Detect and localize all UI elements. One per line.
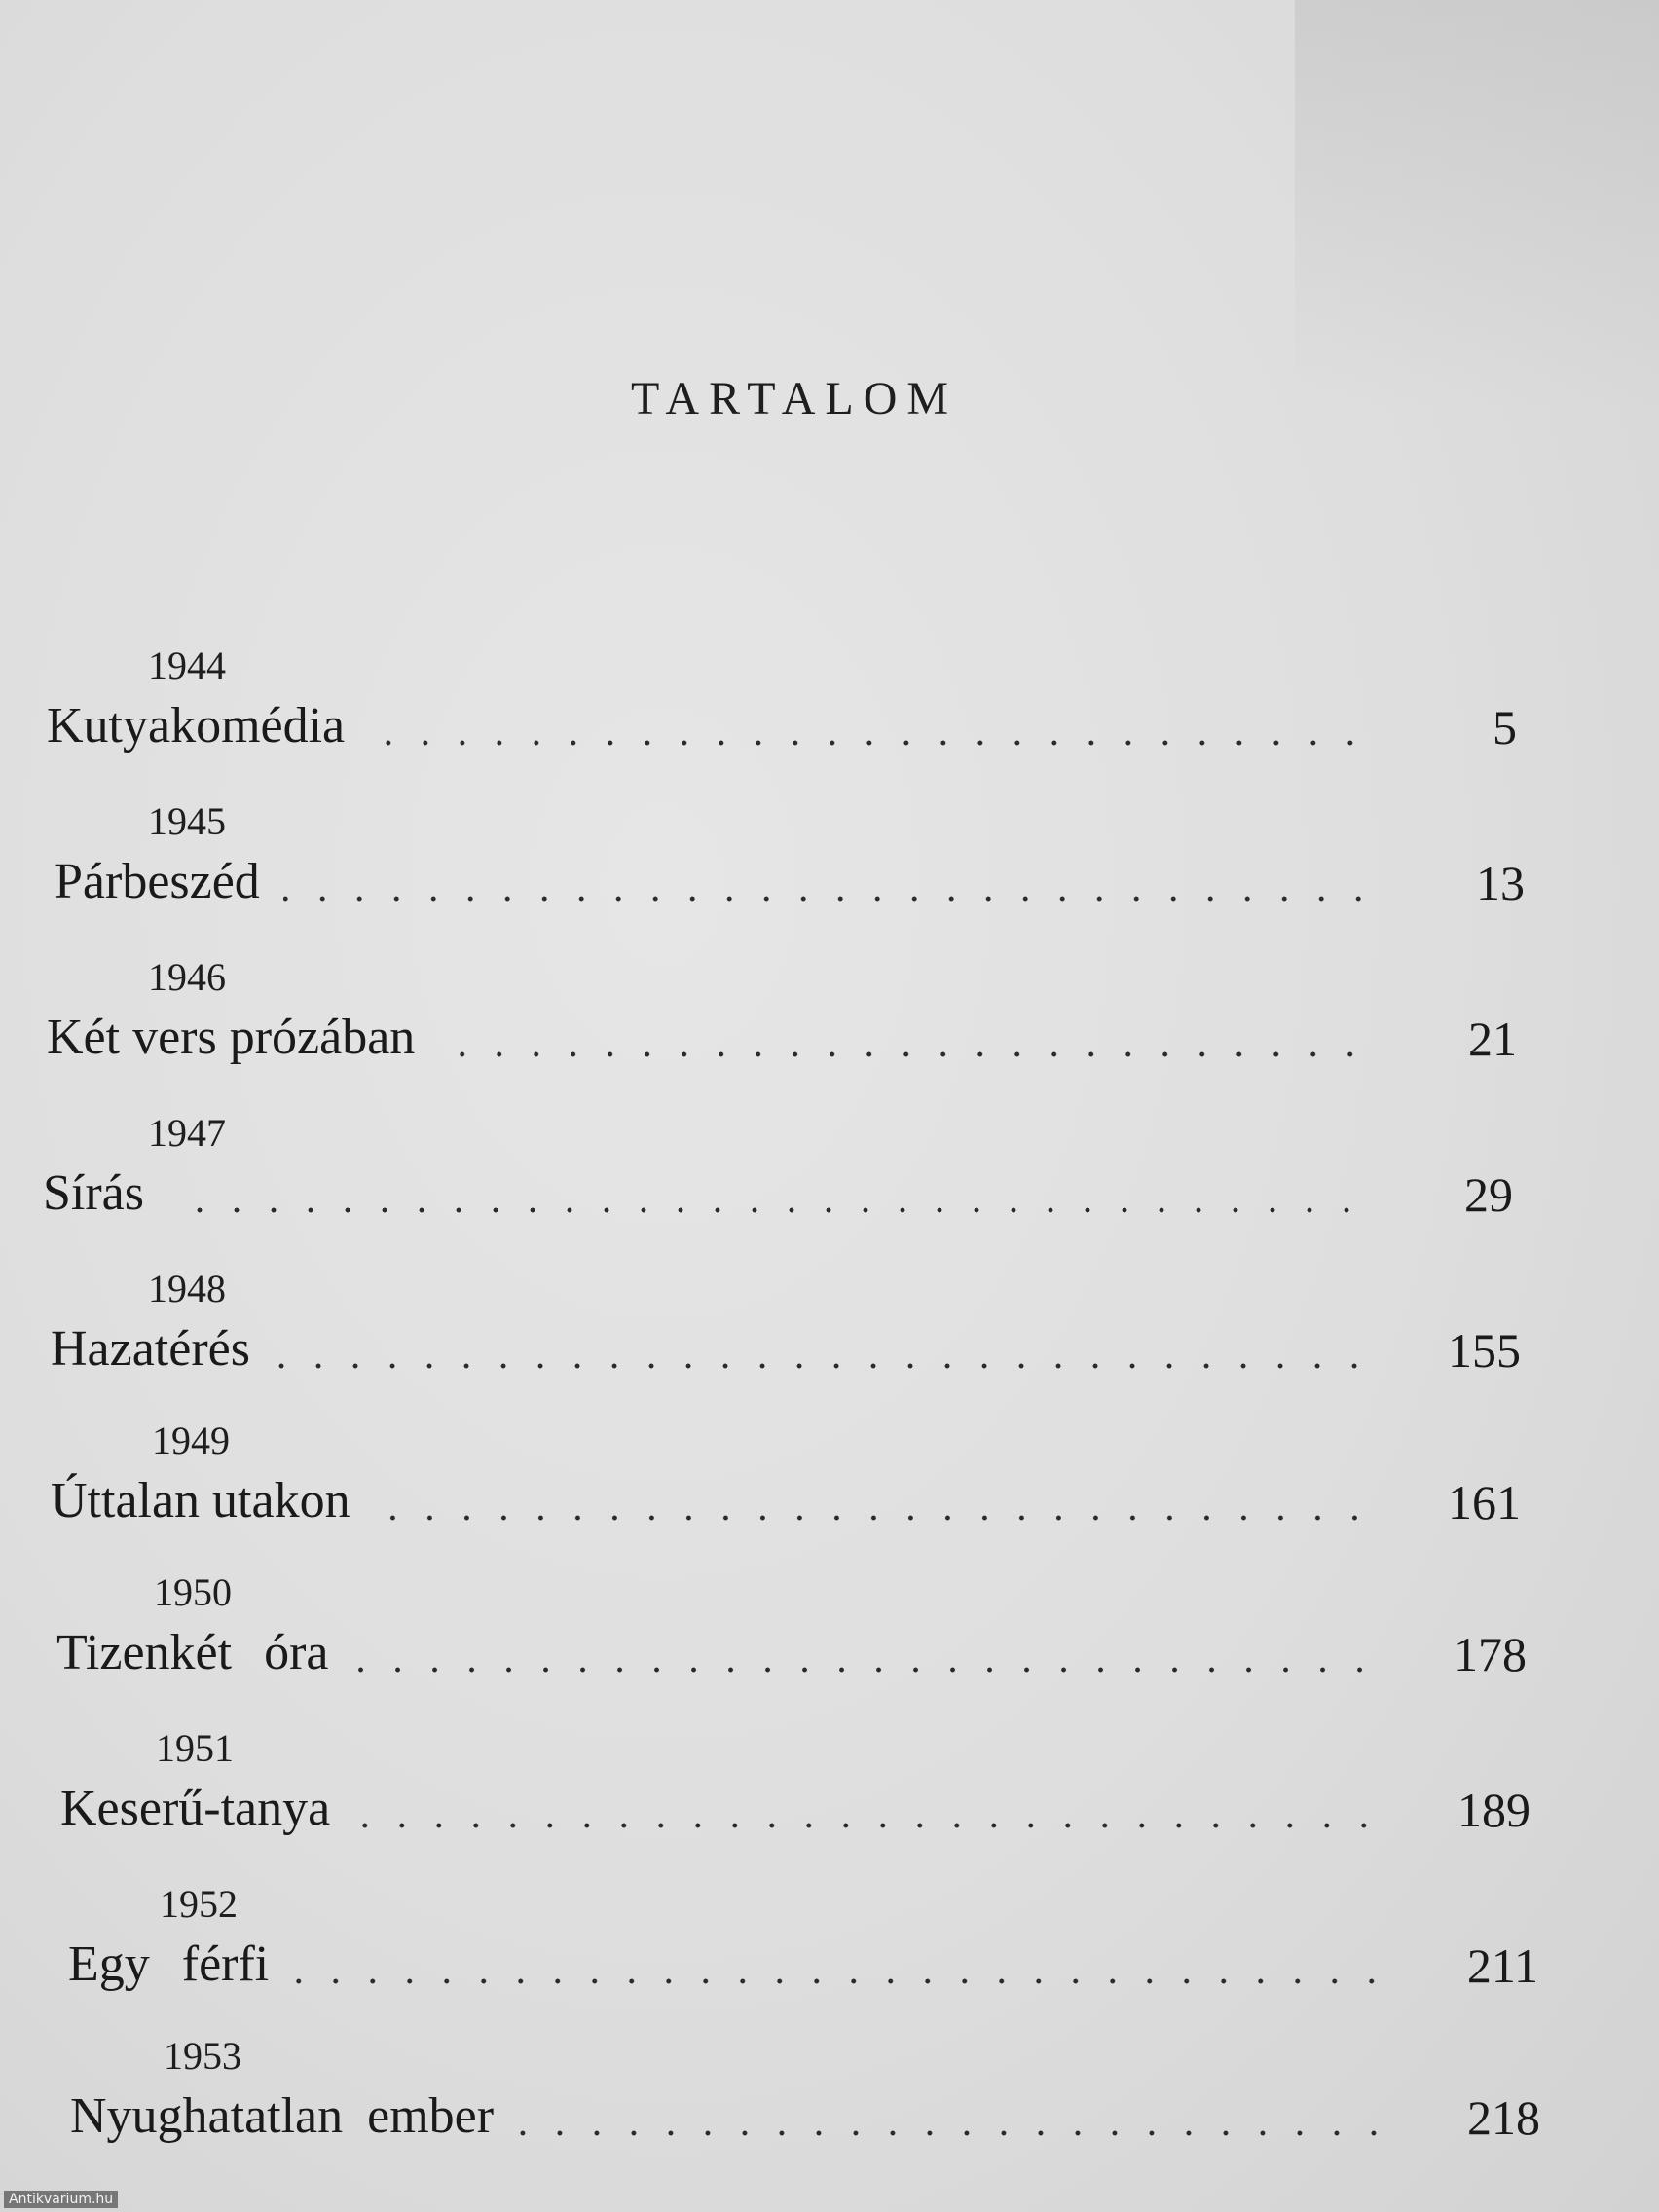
toc-entry [0,954,1659,1110]
toc-line [55,853,1525,921]
toc-title: Sírás [43,1165,144,1221]
dot-leader [274,1363,1373,1369]
toc-page-number: 161 [1448,1475,1521,1530]
toc-page-number: 21 [1468,1012,1517,1066]
toc-year: 1946 [148,955,226,999]
toc-year: 1952 [160,1882,238,1926]
toc-year: 1944 [148,644,226,687]
page-title: TARTALOM [630,373,959,424]
toc-year: 1953 [164,2034,241,2078]
dot-leader [353,1823,1382,1828]
toc-entry [0,1725,1659,1881]
toc-title: Tizenkét óra [56,1625,329,1680]
toc-entry [0,1266,1659,1421]
toc-page-number: 189 [1457,1783,1530,1837]
bleed-through-shadow [1295,0,1659,409]
toc-line [70,2087,1540,2156]
toc-title: Párbeszéd [55,854,260,909]
toc-title: Egy férfi [68,1936,270,1992]
dot-leader [517,2130,1392,2136]
toc-page-number: 5 [1493,700,1517,755]
dot-leader [283,896,1377,902]
toc-year: 1949 [152,1419,230,1462]
toc-title: Keserű-tanya [60,1781,331,1836]
toc-line [47,697,1517,765]
source-watermark: Antikvarium.hu [4,2191,118,2208]
toc-year: 1948 [148,1267,226,1310]
toc-entry [0,1110,1659,1266]
toc-entry [0,798,1659,954]
toc-title: Kutyakomédia [47,698,346,754]
toc-page-number: 13 [1476,856,1525,910]
toc-year: 1947 [148,1111,226,1155]
toc-title: Két vers prózában [47,1010,416,1065]
toc-page-number: 178 [1454,1627,1527,1681]
toc-line [60,1780,1530,1848]
toc-line [51,1320,1521,1388]
toc-line [56,1624,1527,1692]
toc-entry [0,1418,1659,1573]
toc-year: 1950 [154,1570,232,1614]
toc-line [43,1164,1513,1233]
toc-entry [0,1881,1659,2037]
toc-line [68,1936,1538,2004]
toc-page-number: 218 [1467,2090,1540,2145]
dot-leader [292,1978,1390,1984]
toc-line [51,1472,1521,1540]
toc-page-number: 29 [1464,1167,1513,1222]
dot-leader [351,1667,1379,1673]
toc-entry [0,1569,1659,1725]
toc-entry [0,643,1659,798]
toc-page-number: 155 [1448,1323,1521,1378]
toc-year: 1951 [156,1726,234,1770]
dot-leader [374,1515,1373,1521]
dot-leader [167,1207,1365,1213]
toc-title: Úttalan utakon [51,1473,350,1529]
toc-year: 1945 [148,799,226,843]
toc-line [47,1009,1517,1077]
dot-leader [368,740,1369,746]
dot-leader [438,1051,1369,1057]
toc-page-number: 211 [1466,1938,1538,1993]
toc-title: Nyughatatlan ember [70,2088,495,2144]
toc-entry [0,2033,1659,2189]
toc-title: Hazatérés [51,1321,250,1377]
